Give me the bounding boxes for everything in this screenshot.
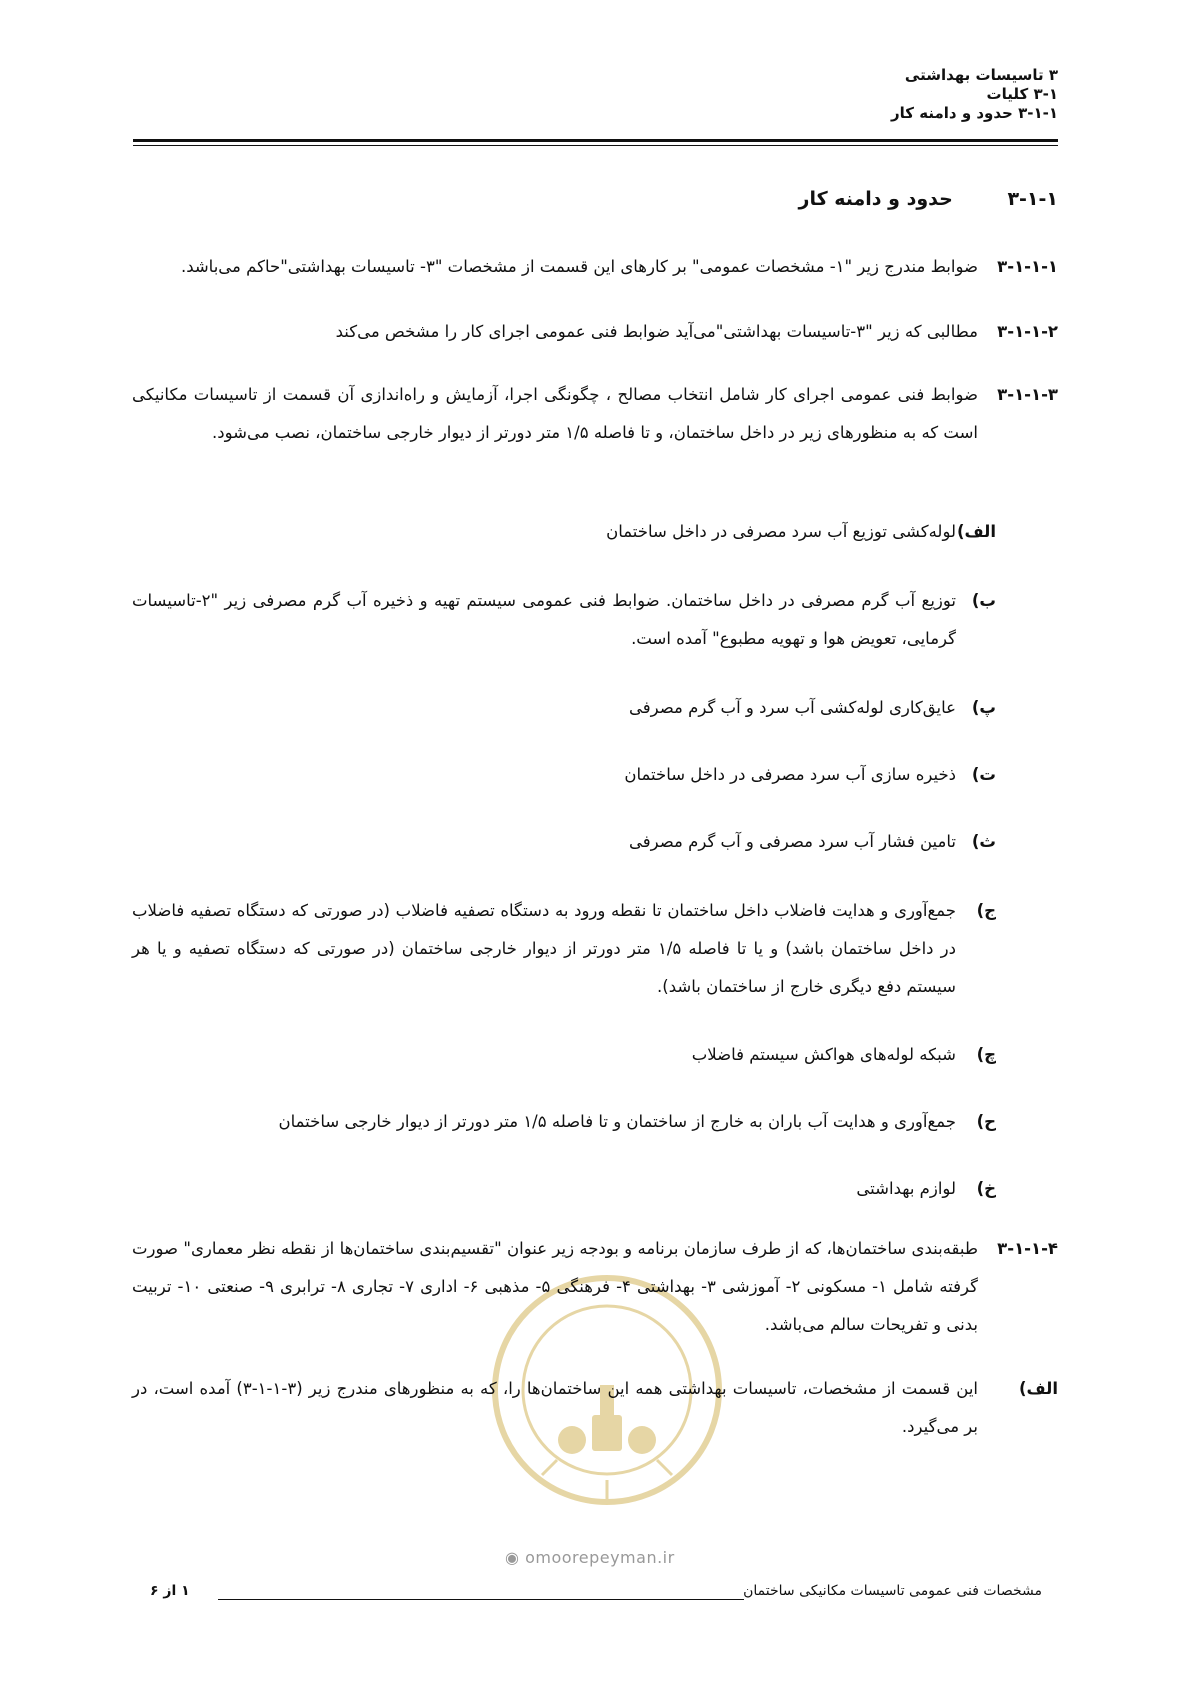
list-item-label: ث)	[971, 832, 996, 851]
footer-title: مشخصات فنی عمومی تاسیسات مکانیکی ساختمان	[743, 1583, 1042, 1599]
list-item-label: ح)	[976, 1112, 996, 1131]
list-item-text: جمع‌آوری و هدایت آب باران به خارج از ساختمان و تا فاصله ۱/۵ متر دورتر از دیوار خارجی ساختمان	[278, 1112, 956, 1131]
paragraph-label: ۳-۱-۱-۲	[997, 322, 1058, 341]
watermark-globe-icon: ◉	[505, 1548, 520, 1567]
list-item-label: الف)	[956, 522, 996, 541]
list-item-text: توزیع آب گرم مصرفی در داخل ساختمان. ضوابط فنی عمومی سیستم تهیه و ذخیره آب گرم مصرفی زیر "۲-تاسیسات گرمایی، تعویض هوا و تهویه مطبوع" آمده است.	[132, 591, 956, 648]
list-item-text: تامین فشار آب سرد مصرفی و آب گرم مصرفی	[629, 832, 956, 851]
list-item-label: ج)	[976, 901, 996, 920]
list-item-text: این قسمت از مشخصات، تاسیسات بهداشتی همه این ساختمان‌ها را، که به منظورهای مندرج زیر (۳-۱-۱-۳) آمده است، در بر می‌گیرد.	[132, 1379, 978, 1436]
list-item	[132, 689, 996, 727]
paragraph-2	[132, 313, 1058, 351]
list-item	[132, 1370, 1058, 1446]
paragraph-label: ۳-۱-۱-۳	[997, 385, 1058, 404]
paragraph-text: طبقه‌بندی ساختمان‌ها، که از طرف سازمان برنامه و بودجه زیر عنوان "تقسیم‌بندی ساختمان‌ها از نقطه نظر معماری" صورت گرفته شامل ۱- مسکونی ۲- آموزشی ۳- بهداشتی ۴- فرهنگی ۵- مذهبی ۶- اداری ۷- تجاری ۸- ترابری ۹- صنعتی ۱۰- تربیت بدنی و تفریحات سالم می‌باشد.	[132, 1239, 979, 1334]
list-item	[132, 1036, 996, 1074]
list-item	[132, 513, 996, 551]
paragraph-label: ۳-۱-۱-۱	[997, 257, 1058, 276]
section-title	[799, 188, 1059, 210]
header-rule-thin	[133, 145, 1058, 146]
paragraph-label: ۳-۱-۱-۴	[997, 1239, 1058, 1258]
paragraph-4	[132, 1230, 1058, 1344]
header-rule-thick	[133, 139, 1058, 142]
list-item-label: الف)	[1018, 1379, 1058, 1398]
section-title-text: حدود و دامنه کار	[798, 188, 953, 210]
footer-rule	[218, 1599, 744, 1600]
list-item-text: عایق‌کاری لوله‌کشی آب سرد و آب گرم مصرفی	[628, 698, 956, 717]
list-item-label: ب)	[971, 591, 996, 610]
section-number: ۳-۱-۱	[1007, 188, 1058, 210]
list-item-label: چ)	[976, 1045, 996, 1064]
list-item-label: ت)	[971, 765, 996, 784]
header-chapter: ۳ تاسیسات بهداشتی	[904, 66, 1058, 84]
list-item-label: پ)	[971, 698, 996, 717]
list-item-text: ذخیره سازی آب سرد مصرفی در داخل ساختمان	[624, 765, 956, 784]
list-item	[132, 582, 996, 658]
watermark-text	[505, 1548, 675, 1567]
paragraph-1	[132, 248, 1058, 286]
paragraph-3	[132, 376, 1058, 452]
list-item	[132, 756, 996, 794]
list-item-text: شبکه لوله‌های هواکش سیستم فاضلاب	[691, 1045, 956, 1064]
paragraph-text: ضوابط فنی عمومی اجرای کار شامل انتخاب مصالح ، چگونگی اجرا، آزمایش و راه‌اندازی آن قسمت از تاسیسات مکانیکی است که به منظورهای زیر در داخل ساختمان، و تا فاصله ۱/۵ متر دورتر از دیوار خارجی ساختمان، نصب می‌شود.	[132, 385, 978, 442]
list-item	[132, 823, 996, 861]
header-section: ۳-۱ کلیات	[986, 85, 1058, 103]
list-item-text: جمع‌آوری و هدایت فاضلاب داخل ساختمان تا نقطه ورود به دستگاه تصفیه فاضلاب (در صورتی که دستگاه تصفیه فاضلاب در داخل ساختمان باشد) و یا تا فاصله ۱/۵ متر دورتر از دیوار خارجی ساختمان (در صورتی که دستگاه تصفیه و یا هر سیستم دفع دیگری خارج از ساختمان باشد).	[132, 901, 956, 996]
page-number: ۱ از ۶	[150, 1583, 190, 1599]
list-item-label: خ)	[976, 1179, 996, 1198]
list-item	[132, 1170, 996, 1208]
paragraph-text: مطالبی که زیر "۳-تاسیسات بهداشتی"می‌آید ضوابط فنی عمومی اجرای کار را مشخص می‌کند	[335, 322, 978, 341]
header-subsection: ۳-۱-۱ حدود و دامنه کار	[891, 104, 1058, 122]
page-footer	[150, 1583, 1042, 1607]
list-item-text: لوازم بهداشتی	[856, 1179, 956, 1198]
running-header	[891, 66, 1058, 123]
watermark-site: omoorepeyman.ir	[525, 1548, 675, 1567]
list-item	[132, 892, 996, 1006]
list-item-text: لوله‌کشی توزیع آب سرد مصرفی در داخل ساختمان	[606, 522, 956, 541]
list-item	[132, 1103, 996, 1141]
paragraph-text: ضوابط مندرج زیر "۱- مشخصات عمومی" بر کارهای این قسمت از مشخصات "۳- تاسیسات بهداشتی"حاکم می‌باشد.	[180, 257, 978, 276]
